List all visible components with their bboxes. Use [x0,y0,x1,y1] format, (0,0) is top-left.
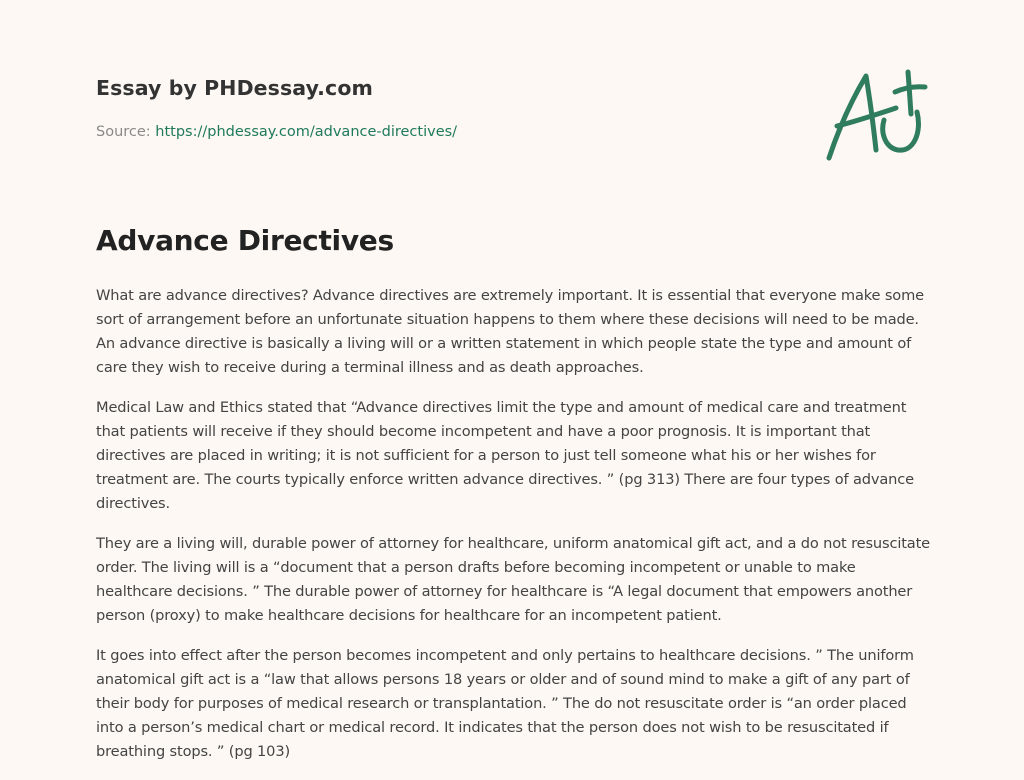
source-label: Source: [96,124,156,140]
source-link[interactable]: https://phdessay.com/advance-directives/ [155,124,458,140]
essay-paragraph: They are a living will, durable power of attorney for healthcare, uniform anatomical gift act, and a do not resuscitate order. The living will is a “document that a person drafts before becoming incompetent or unable to make healthcare decisions. ” The durable power of attorney for healthcare is “A legal document that empowers another person (proxy) to make healthcare decisions for healthcare for an incompetent patient. [96,535,930,624]
essay-title: Advance Directives [96,224,394,257]
essay-body [96,284,930,780]
source-line [96,124,457,140]
essay-paragraph: Medical Law and Ethics stated that “Advance directives limit the type and amount of medical care and treatment that patients will receive if they should become incompetent and have a poor prognosis. It is important that directives are placed in writing; it is not sufficient for a person to just tell someone what his or her wishes for treatment are. The courts typically enforce written advance directives. ” (pg 313) There are four types of advance directives. [96,399,914,512]
essay-paragraph: What are advance directives? Advance directives are extremely important. It is essential that everyone make some sort of arrangement before an unfortunate situation happens to them where these decisions will need to be made. An advance directive is basically a living will or a written statement in which people state the type and amount of care they wish to receive during a terminal illness and as death approaches. [96,287,924,376]
site-title: Essay by PHDessay.com [96,76,373,100]
a-plus-logo-icon [822,66,928,166]
essay-paragraph: It goes into effect after the person becomes incompetent and only pertains to healthcare decisions. ” The uniform anatomical gift act is a “law that allows persons 18 years or older and of sound mind to make a gift of any part of their body for purposes of medical research or transplantation. ” The do not resuscitate order is “an order placed into a person’s medical chart or medical record. It indicates that the person does not wish to be resuscitated if breathing stops. ” (pg 103) [96,647,914,760]
